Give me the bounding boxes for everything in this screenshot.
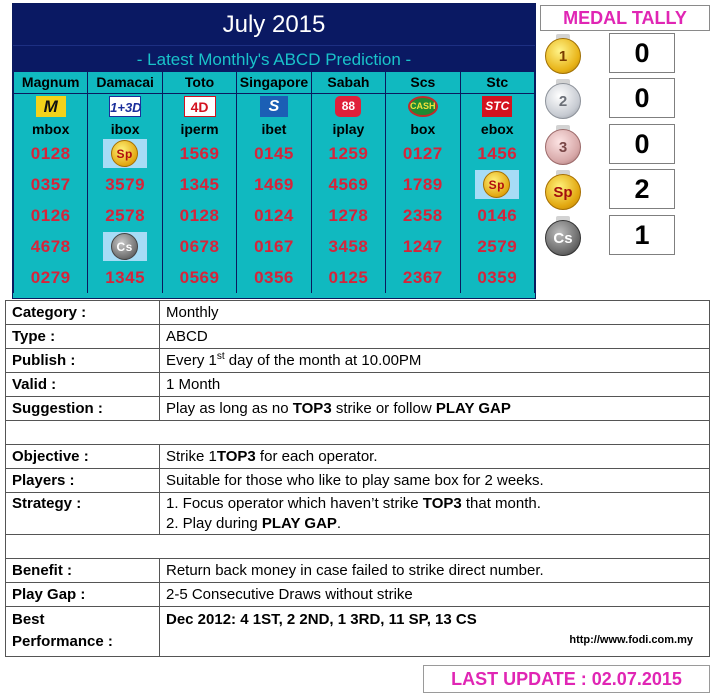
- prediction-number: 0279: [14, 262, 88, 293]
- prediction-number: 0167: [237, 231, 311, 262]
- strategy-line-1: 1. Focus operator which haven’t strike TOP3 that month.: [166, 495, 541, 512]
- prediction-row: [14, 169, 535, 200]
- operator-name: Toto: [162, 72, 236, 93]
- bet-mode: iplay: [311, 119, 385, 138]
- info-row-publish: [6, 349, 710, 373]
- prediction-title: July 2015: [13, 4, 535, 45]
- prediction-number: 0128: [14, 138, 88, 169]
- bet-mode: ebox: [460, 119, 534, 138]
- suggestion-value: Play as long as no TOP3 strike or follow PLAY GAP: [160, 397, 710, 421]
- prediction-number: 0359: [460, 262, 534, 293]
- bet-mode: iperm: [162, 119, 236, 138]
- gold-medal-icon: 1: [545, 38, 581, 74]
- play-gap-label: Play Gap :: [6, 583, 160, 607]
- strike-badge-cell: [88, 138, 162, 169]
- category-label: Category :: [6, 301, 160, 325]
- prediction-table: [13, 72, 535, 293]
- suggestion-label: Suggestion :: [6, 397, 160, 421]
- info-row-players: [6, 469, 710, 493]
- sp-medal-icon: Sp: [545, 174, 581, 210]
- prediction-number: 2358: [386, 200, 460, 231]
- prediction-number: 1789: [386, 169, 460, 200]
- prediction-number: 4569: [311, 169, 385, 200]
- prediction-number: 0569: [162, 262, 236, 293]
- damacai-logo-icon: 1+3D: [109, 96, 141, 117]
- info-row-strategy: [6, 493, 710, 535]
- operator-name: Magnum: [14, 72, 88, 93]
- prediction-number: 0126: [14, 200, 88, 231]
- prediction-subtitle: - Latest Monthly's ABCD Prediction -: [13, 45, 535, 72]
- cs-medal-icon: Cs: [545, 220, 581, 256]
- info-row-spacer: [6, 535, 710, 559]
- bet-mode: ibox: [88, 119, 162, 138]
- medal-count: 2: [609, 169, 675, 209]
- prediction-number: 4678: [14, 231, 88, 262]
- benefit-value: Return back money in case failed to strike direct number.: [160, 559, 710, 583]
- bet-mode: box: [386, 119, 460, 138]
- info-row-benefit: [6, 559, 710, 583]
- info-row-suggestion: [6, 397, 710, 421]
- prediction-number: 1247: [386, 231, 460, 262]
- sp-medal-icon: Sp: [483, 171, 510, 198]
- objective-value: Strike 1TOP3 for each operator.: [160, 445, 710, 469]
- prediction-row: [14, 200, 535, 231]
- prediction-number: 2367: [386, 262, 460, 293]
- info-row-play-gap: [6, 583, 710, 607]
- info-row-type: [6, 325, 710, 349]
- cs-medal-icon: Cs: [111, 233, 138, 260]
- prediction-number: 1469: [237, 169, 311, 200]
- type-label: Type :: [6, 325, 160, 349]
- medal-count: 0: [609, 78, 675, 118]
- strike-badge-cell: [88, 231, 162, 262]
- info-row-category: [6, 301, 710, 325]
- prediction-number: 1456: [460, 138, 534, 169]
- play-gap-value: 2-5 Consecutive Draws without strike: [160, 583, 710, 607]
- magnum-logo-icon: M: [36, 96, 66, 117]
- medal-count: 0: [609, 33, 675, 73]
- singapore-logo-icon: S: [260, 96, 288, 117]
- prediction-row: [14, 231, 535, 262]
- prediction-row: [14, 262, 535, 293]
- operator-header-row: [14, 72, 535, 93]
- info-row-objective: [6, 445, 710, 469]
- prediction-number: 1278: [311, 200, 385, 231]
- players-value: Suitable for those who like to play same box for 2 weeks.: [160, 469, 710, 493]
- prediction-number: 0356: [237, 262, 311, 293]
- stc-logo-icon: STC: [482, 96, 512, 117]
- bet-mode-row: [14, 119, 535, 138]
- type-value: ABCD: [160, 325, 710, 349]
- toto-logo-icon: 4D: [184, 96, 216, 117]
- category-value: Monthly: [160, 301, 710, 325]
- prediction-number: 0146: [460, 200, 534, 231]
- strike-badge-cell: [460, 169, 534, 200]
- bronze-medal-icon: 3: [545, 129, 581, 165]
- prediction-number: 3579: [88, 169, 162, 200]
- website-url: http://www.fodi.com.my: [569, 634, 693, 646]
- prediction-number: 1569: [162, 138, 236, 169]
- prediction-panel: [12, 3, 536, 299]
- prediction-number: 0127: [386, 138, 460, 169]
- sabah-logo-icon: 88: [335, 96, 361, 117]
- bet-mode: mbox: [14, 119, 88, 138]
- operator-name: Singapore: [237, 72, 311, 93]
- medal-count: 1: [609, 215, 675, 255]
- medal-tally-title: MEDAL TALLY: [540, 5, 710, 31]
- prediction-number: 0125: [311, 262, 385, 293]
- medal-count: 0: [609, 124, 675, 164]
- benefit-label: Benefit :: [6, 559, 160, 583]
- operator-name: Damacai: [88, 72, 162, 93]
- last-update: LAST UPDATE : 02.07.2015: [423, 665, 710, 693]
- publish-label: Publish :: [6, 349, 160, 373]
- info-row-best-performance: [6, 607, 710, 657]
- strategy-line-2: 2. Play during PLAY GAP.: [166, 515, 342, 532]
- info-row-valid: [6, 373, 710, 397]
- prediction-number: 1345: [88, 262, 162, 293]
- operator-name: Scs: [386, 72, 460, 93]
- operator-name: Stc: [460, 72, 534, 93]
- scs-logo-icon: CASH: [408, 96, 438, 117]
- strategy-label: Strategy :: [6, 493, 160, 535]
- prediction-number: 3458: [311, 231, 385, 262]
- prediction-number: 0145: [237, 138, 311, 169]
- valid-value: 1 Month: [160, 373, 710, 397]
- prediction-number: 1259: [311, 138, 385, 169]
- best-performance-label: Best Performance :: [6, 607, 160, 657]
- publish-value: Every 1st day of the month at 10.00PM: [160, 349, 710, 373]
- best-performance-value: Dec 2012: 4 1ST, 2 2ND, 1 3RD, 11 SP, 13 CS http://www.fodi.com.my: [160, 607, 710, 657]
- info-row-spacer: [6, 421, 710, 445]
- operator-name: Sabah: [311, 72, 385, 93]
- strategy-value: [160, 493, 710, 535]
- operator-logo-row: [14, 93, 535, 119]
- bet-mode: ibet: [237, 119, 311, 138]
- prediction-number: 0678: [162, 231, 236, 262]
- players-label: Players :: [6, 469, 160, 493]
- prediction-number: 0357: [14, 169, 88, 200]
- prediction-row: [14, 138, 535, 169]
- valid-label: Valid :: [6, 373, 160, 397]
- objective-label: Objective :: [6, 445, 160, 469]
- info-table: [5, 300, 710, 657]
- sp-medal-icon: Sp: [111, 140, 138, 167]
- prediction-number: 2578: [88, 200, 162, 231]
- prediction-number: 0124: [237, 200, 311, 231]
- silver-medal-icon: 2: [545, 83, 581, 119]
- prediction-number: 2579: [460, 231, 534, 262]
- prediction-number: 1345: [162, 169, 236, 200]
- prediction-number: 0128: [162, 200, 236, 231]
